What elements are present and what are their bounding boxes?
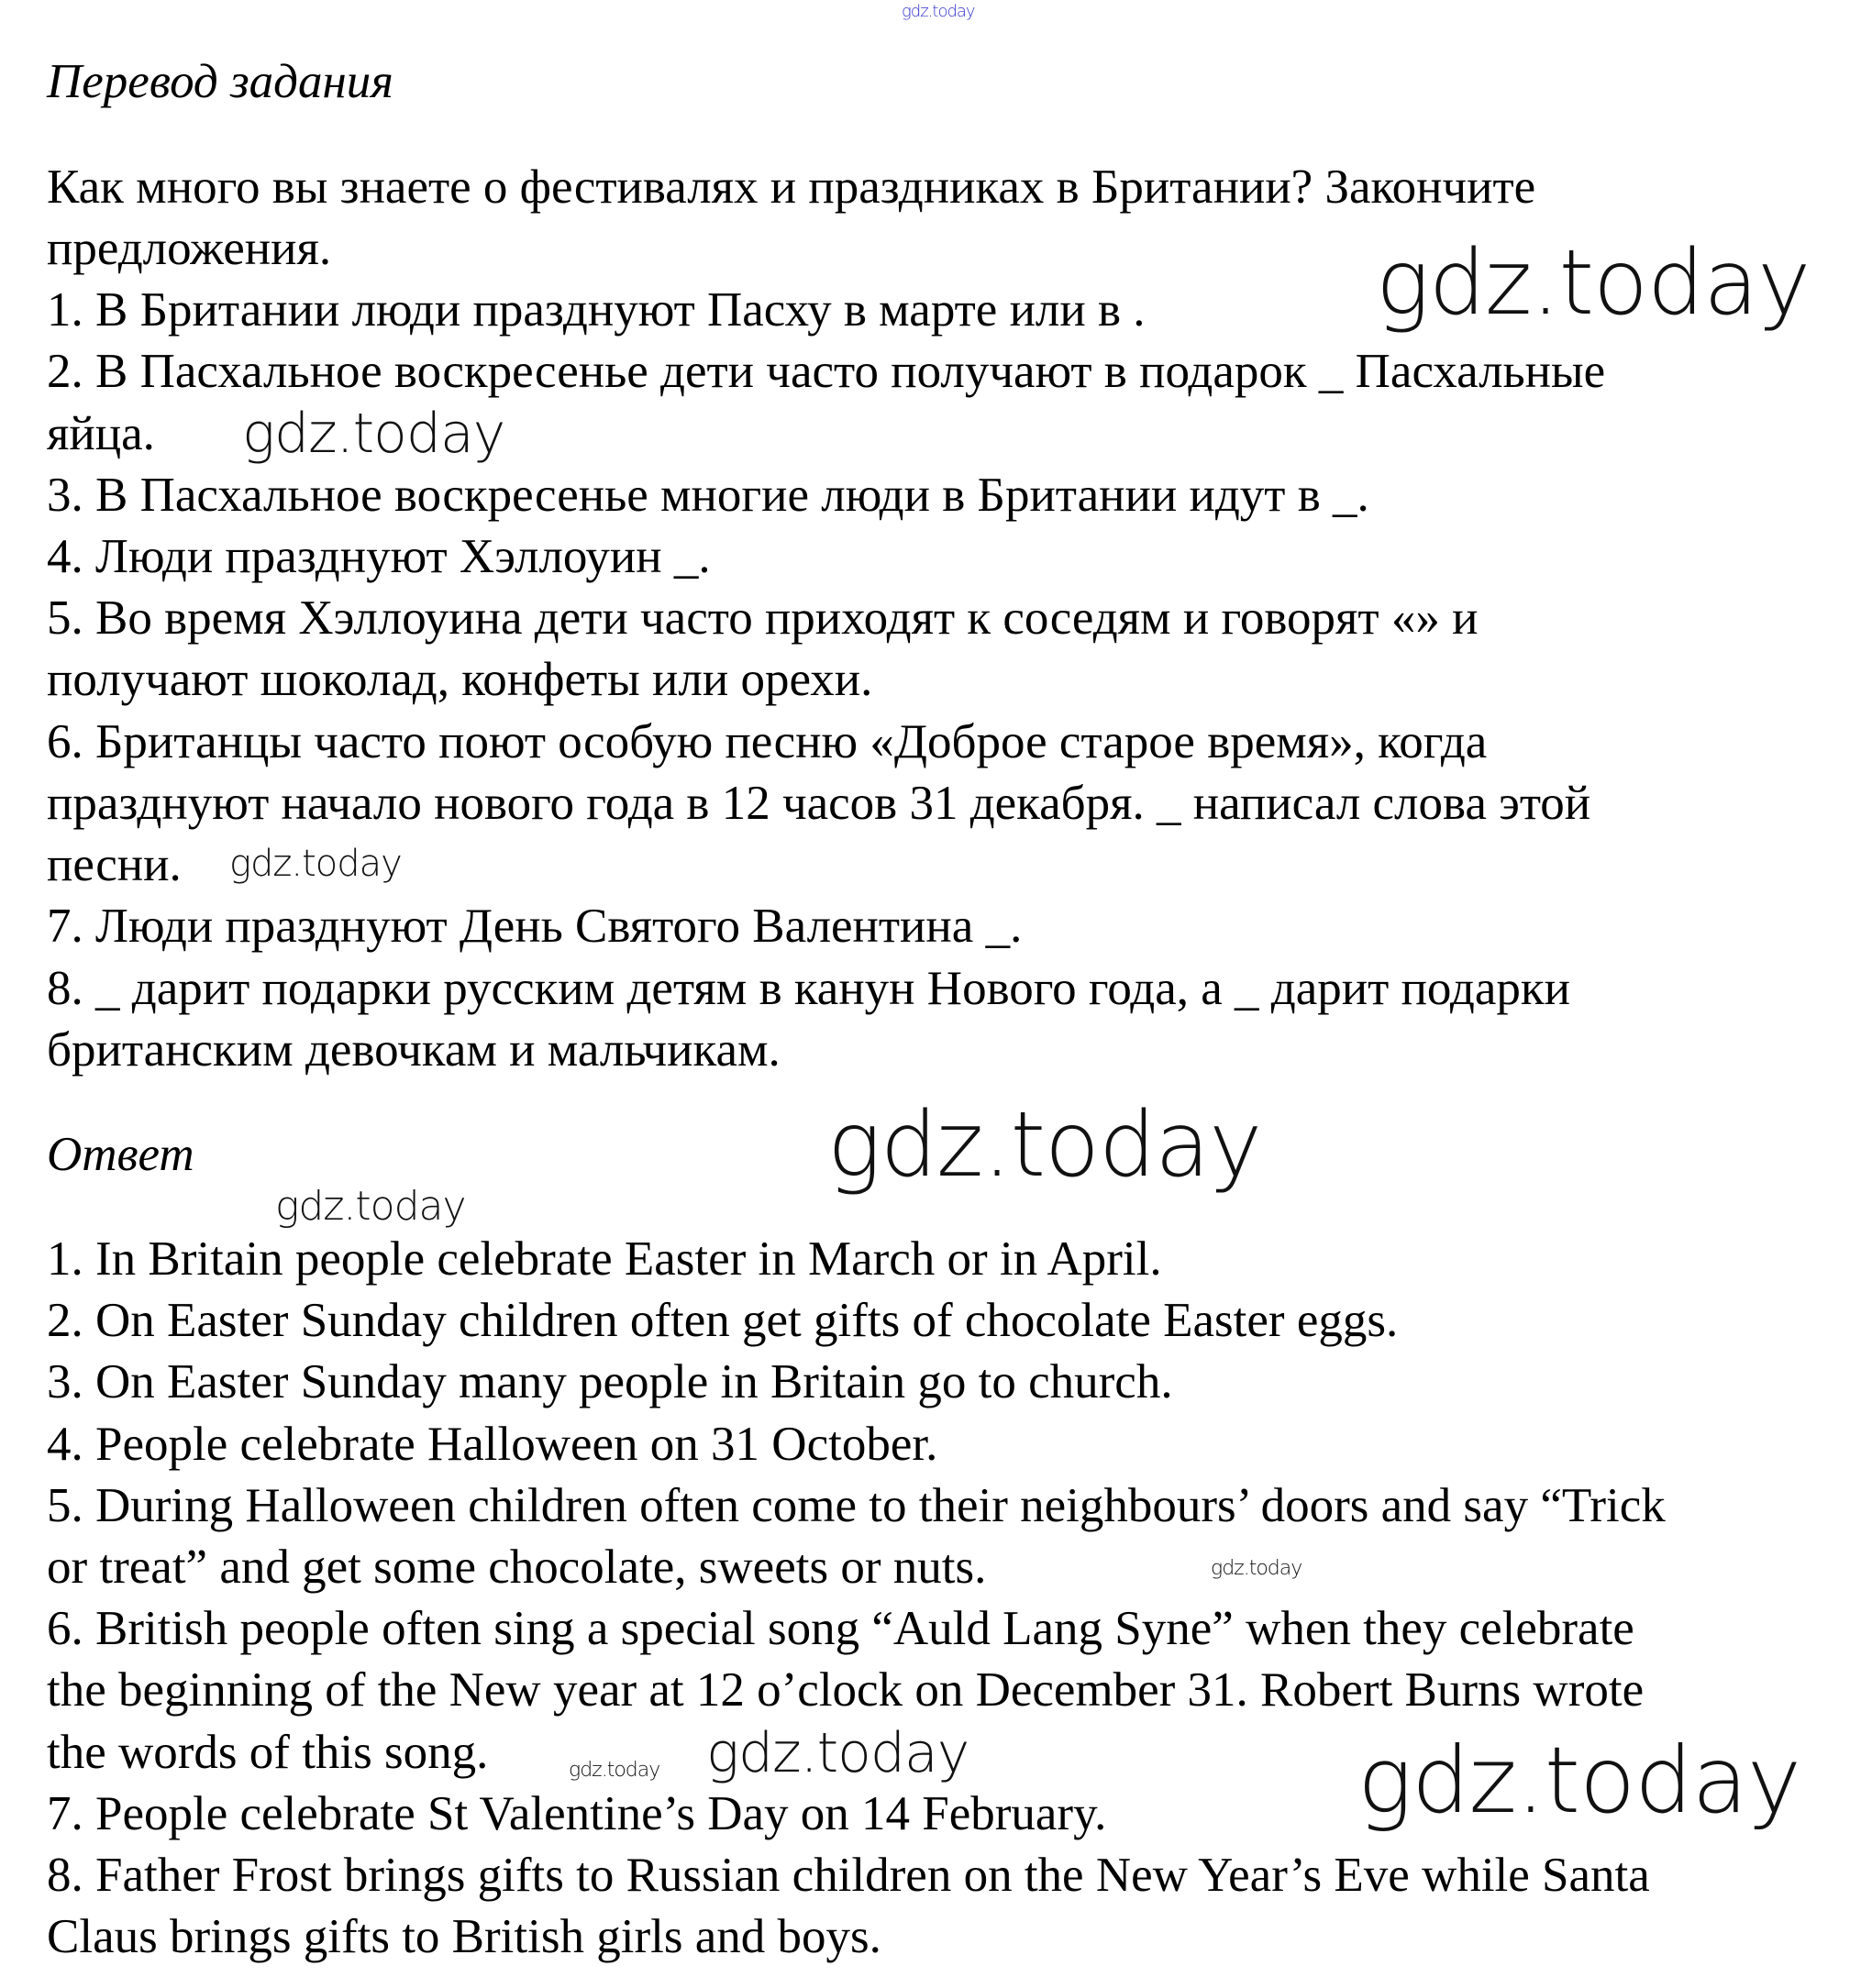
- watermark: gdz.today: [827, 1093, 1262, 1198]
- task-line: 1. В Британии люди празднуют Пасху в марте или в .: [47, 283, 1146, 337]
- answer-line: 2. On Easter Sunday children often get gifts of chocolate Easter eggs.: [47, 1294, 1399, 1347]
- answer-heading: Ответ: [47, 1128, 194, 1181]
- task-line: предложения.: [47, 222, 332, 275]
- task-line: британским девочкам и мальчикам.: [47, 1023, 781, 1077]
- watermark: gdz.today: [229, 843, 402, 885]
- task-line: 5. Во время Хэллоуина дети часто приходят к соседям и говорят «» и: [47, 591, 1479, 645]
- watermark: gdz.today: [1211, 1557, 1302, 1580]
- answer-line: 7. People celebrate St Valentine’s Day on 14 February.: [47, 1787, 1107, 1840]
- watermark: gdz.today: [275, 1183, 466, 1230]
- answer-line: 5. During Halloween children often come to their neighbours’ doors and say “Trick: [47, 1479, 1666, 1532]
- task-line: яйца.: [47, 407, 155, 460]
- answer-line: 4. People celebrate Halloween on 31 October.: [47, 1418, 938, 1471]
- watermark: gdz.today: [1357, 1727, 1801, 1834]
- watermark: gdz.today: [1376, 231, 1811, 336]
- task-line: песни.: [47, 838, 182, 891]
- task-line: празднуют начало нового года в 12 часов 31 декабря. _ написал слова этой: [47, 777, 1591, 830]
- task-line: 2. В Пасхальное воскресенье дети часто получают в подарок _ Пасхальные: [47, 345, 1606, 398]
- task-line: 6. Британцы часто поют особую песню «Доброе старое время», когда: [47, 715, 1488, 768]
- answer-line: the beginning of the New year at 12 o’clock on December 31. Robert Burns wrote: [47, 1663, 1645, 1717]
- watermark: gdz.today: [569, 1759, 660, 1782]
- task-heading: Перевод задания: [47, 55, 393, 108]
- watermark: gdz.today: [242, 402, 505, 466]
- answer-line: 1. In Britain people celebrate Easter in March or in April.: [47, 1232, 1162, 1286]
- answer-line: Claus brings gifts to British girls and boys.: [47, 1910, 881, 1963]
- task-line: 4. Люди празднуют Хэллоуин _.: [47, 530, 711, 583]
- answer-line: 8. Father Frost brings gifts to Russian children on the New Year’s Eve while Santa: [47, 1849, 1650, 1902]
- task-line: получают шоколад, конфеты или орехи.: [47, 653, 873, 706]
- watermark: gdz.today: [706, 1721, 969, 1785]
- header-watermark: gdz.today: [902, 2, 975, 21]
- answer-line: 3. On Easter Sunday many people in Britain go to church.: [47, 1355, 1173, 1408]
- answer-line: the words of this song.: [47, 1726, 489, 1779]
- task-line: Как много вы знаете о фестивалях и праздниках в Британии? Закончите: [47, 160, 1536, 214]
- answer-line: 6. British people often sing a special song “Auld Lang Syne” when they celebrate: [47, 1602, 1634, 1655]
- answer-line: or treat” and get some chocolate, sweets or nuts.: [47, 1541, 987, 1594]
- task-line: 8. _ дарит подарки русским детям в канун Нового года, а _ дарит подарки: [47, 962, 1571, 1015]
- task-line: 3. В Пасхальное воскресенье многие люди в Британии идут в _.: [47, 469, 1369, 522]
- task-line: 7. Люди празднуют День Святого Валентина _.: [47, 900, 1023, 953]
